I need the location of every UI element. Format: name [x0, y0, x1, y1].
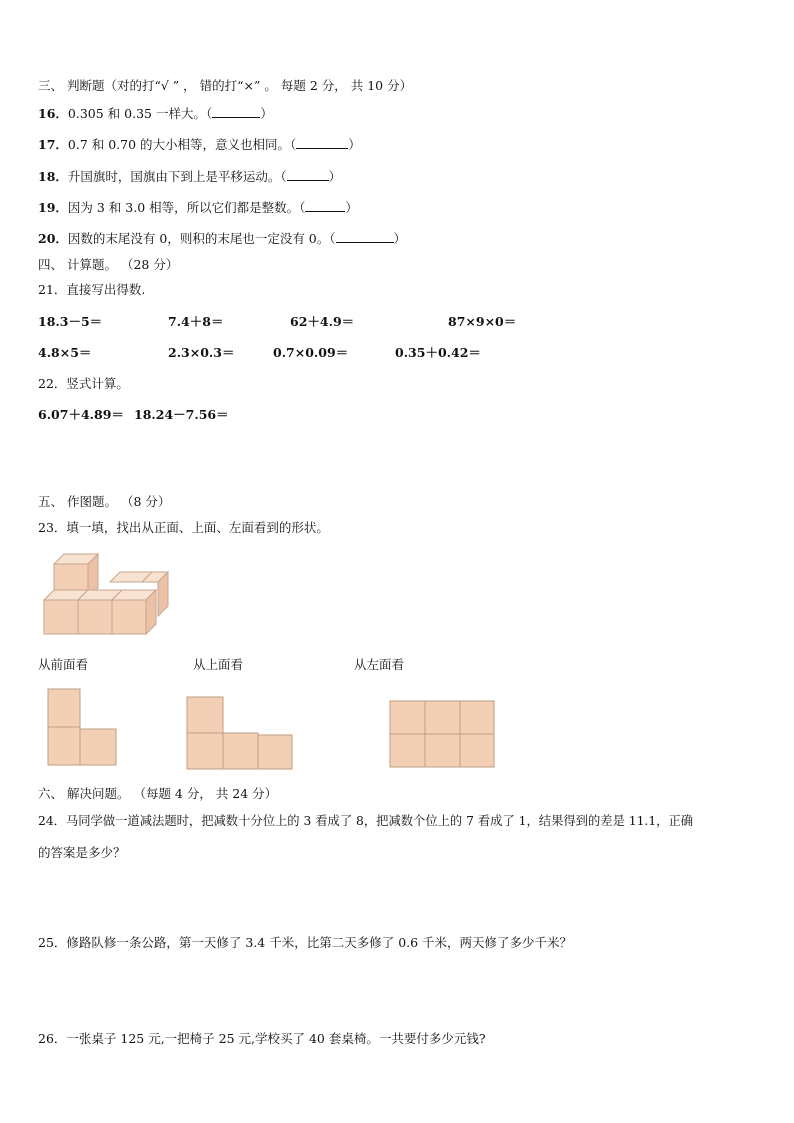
question-text: 因数的末尾没有 0，则积的末尾也一定没有 0。（: [67, 231, 336, 246]
calc-item: 4.8×5＝: [38, 345, 92, 360]
calc-item: 7.4＋8＝: [168, 314, 224, 329]
view-label-front: 从前面看: [38, 657, 89, 672]
question-17: [38, 136, 361, 153]
calc-item: 2.3×0.3＝: [168, 345, 235, 360]
question-number: 20．: [38, 231, 68, 246]
front-view-figure: [47, 688, 119, 768]
calc-item: 0.7×0.09＝: [273, 345, 349, 360]
question-20: [38, 230, 406, 247]
top-view-figure: [186, 696, 296, 770]
section3-heading: 三、 判断题（对的打“√ ” ， 错的打“×” 。 每题 2 分， 共 10 分）: [38, 78, 413, 93]
question-24-line2: 的答案是多少？: [38, 845, 126, 860]
question-21: 21．直接写出得数.: [38, 282, 146, 297]
question-26: 26．一张桌子 125 元,一把椅子 25 元,学校买了 40 套桌椅。一共要付多少元钱?: [38, 1031, 486, 1046]
section6-heading: 六、 解决问题。 （每题 4 分， 共 24 分）: [38, 786, 278, 801]
calc-item: 18.3－5＝: [38, 314, 103, 329]
question-22: 22．竖式计算。: [38, 376, 129, 391]
question-18: [38, 168, 341, 185]
answer-blank[interactable]: [296, 136, 348, 149]
calc-item: 87×9×0＝: [448, 314, 517, 329]
answer-blank[interactable]: [287, 168, 329, 181]
calc-item: 62＋4.9＝: [290, 314, 355, 329]
question-number: 19．: [38, 200, 68, 215]
answer-blank[interactable]: [305, 199, 345, 212]
cube-stack-figure: [40, 548, 175, 643]
answer-blank[interactable]: [336, 230, 394, 243]
calc-item: 18.24－7.56＝: [134, 407, 229, 422]
close-paren: ）: [345, 200, 358, 215]
close-paren: ）: [328, 169, 342, 184]
close-paren: ）: [393, 231, 407, 246]
question-text: 0.7 和 0.70 的大小相等，意义也相同。（: [67, 137, 297, 152]
question-24-line1: 24．马同学做一道减法题时，把减数十分位上的 3 看成了 8，把减数个位上的 7 看成了 1，结果得到的差是 11.1，正确: [38, 814, 694, 828]
calc-item: 0.35＋0.42＝: [395, 345, 481, 360]
calc-item: 6.07＋4.89＝: [38, 407, 124, 422]
view-label-top: 从上面看: [193, 657, 244, 672]
question-25: 25．修路队修一条公路，第一天修了 3.4 千米，比第二天多修了 0.6 千米，两天修了多少千米？: [38, 935, 573, 950]
section4-heading: 四、 计算题。 （28 分）: [38, 257, 179, 272]
answer-blank[interactable]: [212, 105, 260, 118]
question-text: 因为 3 和 3.0 相等，所以它们都是整数。（: [67, 200, 306, 215]
close-paren: ）: [260, 106, 273, 121]
question-text: 0.305 和 0.35 一样大。（: [67, 106, 213, 121]
question-19: [38, 199, 358, 216]
question-text: 升国旗时，国旗由下到上是平移运动。（: [67, 169, 287, 184]
question-number: 17．: [38, 137, 68, 152]
question-23: 23．填一填，找出从正面、上面、左面看到的形状。: [38, 520, 329, 535]
question-number: 16．: [38, 106, 68, 121]
close-paren: ）: [348, 137, 361, 152]
front-row-cubes: [44, 590, 156, 634]
section5-heading: 五、 作图题。 （8 分）: [38, 494, 171, 509]
view-label-left: 从左面看: [354, 657, 405, 672]
question-number: 18．: [38, 169, 68, 184]
left-view-figure: [389, 700, 497, 770]
question-16: [38, 105, 273, 122]
